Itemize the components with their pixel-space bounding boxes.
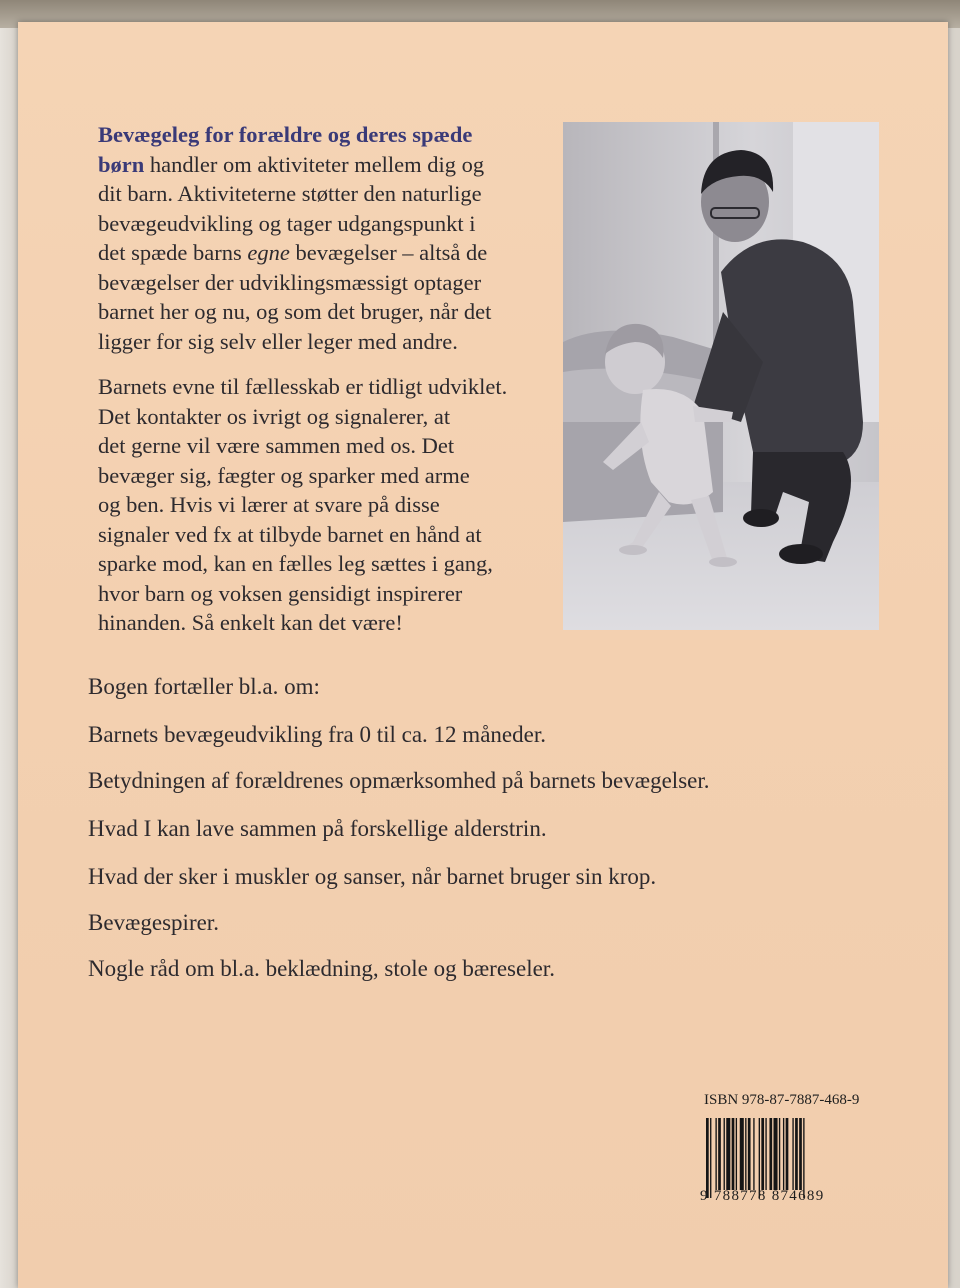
barcode-bar xyxy=(745,1118,746,1190)
book-back-cover xyxy=(18,22,948,1288)
intro-line2: handler om aktiviteter mellem dig og xyxy=(144,151,485,177)
barcode-bar xyxy=(786,1118,789,1190)
barcode-bar xyxy=(710,1118,711,1198)
p2-line: Det kontakter os ivrigt og signalerer, at xyxy=(98,403,451,429)
intro-paragraph xyxy=(98,120,558,356)
barcode-bar xyxy=(724,1118,725,1190)
intro-line5-pre: det spæde barns xyxy=(98,240,248,265)
barcode-bar xyxy=(715,1118,716,1190)
barcode-bar xyxy=(803,1118,804,1198)
p2-line: hinanden. Så enkelt kan det være! xyxy=(98,610,403,635)
intro-line7: barnet her og nu, og som det bruger, når det xyxy=(98,299,492,324)
barcode-bar xyxy=(732,1118,735,1190)
barcode-bar xyxy=(761,1118,764,1190)
isbn-barcode xyxy=(698,1092,868,1212)
list-item: Barnets bevægeudvikling fra 0 til ca. 12 måneder. xyxy=(88,722,546,747)
p2-line: sparke mod, kan en fælles leg sættes i gang, xyxy=(98,551,493,576)
p2-line: og ben. Hvis vi lærer at svare på disse xyxy=(98,492,440,517)
photo-illustration xyxy=(563,122,879,630)
book-title-line1: Bevægeleg for forældre og deres spæde xyxy=(98,122,473,147)
list-item: Bevægespirer. xyxy=(88,910,219,935)
intro-line5-italic: egne xyxy=(247,240,290,265)
list-item: Betydningen af forældrenes opmærksomhed på barnets bevægelser. xyxy=(88,768,710,793)
barcode-bar xyxy=(799,1118,802,1190)
cover-photo xyxy=(563,122,879,630)
second-paragraph xyxy=(98,372,568,638)
barcode-digits: 9 788778 874689 xyxy=(700,1188,825,1204)
intro-line6: bevægelser der udviklingsmæssigt optager xyxy=(98,269,482,295)
p2-line: det gerne vil være sammen med os. Det xyxy=(98,433,455,458)
list-intro: Bogen fortæller bl.a. om: xyxy=(88,674,320,699)
book-title-line2: børn xyxy=(98,151,145,177)
barcode-bar xyxy=(726,1118,730,1190)
barcode-bar xyxy=(795,1118,798,1190)
barcode-bar xyxy=(779,1118,780,1190)
intro-line4: bevægeudvikling og tager udgangspunkt i xyxy=(98,210,476,236)
p2-line: bevæger sig, fægter og sparker med arme xyxy=(98,462,470,488)
barcode-bar xyxy=(783,1118,784,1190)
p2-line: hvor barn og voksen gensidigt inspirerer xyxy=(98,580,463,606)
barcode-bar xyxy=(736,1118,737,1190)
intro-line8: ligger for sig selv eller leger med andre. xyxy=(98,328,458,354)
p2-line: Barnets evne til fællesskab er tidligt udviklet. xyxy=(98,374,508,399)
list-item: Hvad der sker i muskler og sanser, når barnet bruger sin krop. xyxy=(88,864,657,889)
intro-line5-post: bevægelser – altså de xyxy=(289,240,488,265)
isbn-label: ISBN 978-87-7887-468-9 xyxy=(704,1092,860,1108)
barcode-bar xyxy=(769,1118,772,1190)
barcode-bar xyxy=(792,1118,793,1190)
barcode-bar xyxy=(753,1118,754,1190)
barcode-bar xyxy=(718,1118,721,1190)
barcode-bar xyxy=(740,1118,744,1190)
barcode-bar xyxy=(706,1118,709,1198)
barcode-bar xyxy=(774,1118,778,1190)
p2-line: signaler ved fx at tilbyde barnet en hånd at xyxy=(98,521,482,547)
list-item: Hvad I kan lave sammen på forskellige alderstrin. xyxy=(88,816,547,841)
barcode-bar xyxy=(748,1118,751,1190)
barcode-bar xyxy=(765,1118,766,1190)
intro-line3: dit barn. Aktiviteterne støtter den naturlige xyxy=(98,181,482,206)
list-item: Nogle råd om bl.a. beklædning, stole og bæreseler. xyxy=(88,956,555,981)
barcode-bar xyxy=(759,1118,760,1198)
